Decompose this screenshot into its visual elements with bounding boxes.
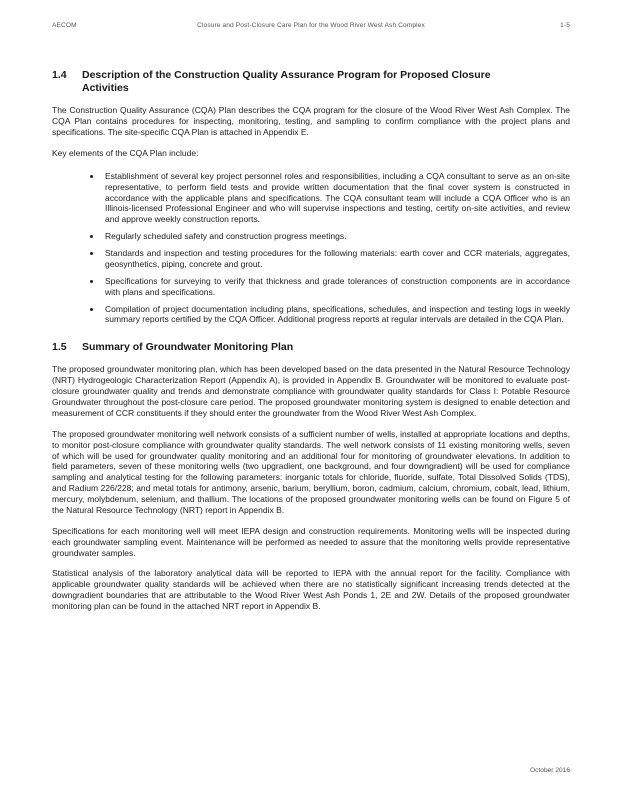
section-1-4 (52, 69, 570, 325)
bullet-list (52, 171, 570, 326)
bullet-item: • Establishment of several key project personnel roles and responsibilities, including a CQA consultant to serve as an on-site representative, to perform field tests and provide written documentation that the final cover system is constructed in accordance with the applicable plans and specifications. The CQA consultant team will include a CQA Officer who is an Illinois-licensed Professional Engineer and who will supervise inspections and testing, certify on-site activities, and review and approve weekly construction reports. (102, 171, 570, 225)
bullet-item: • Compilation of project documentation including plans, specifications, schedules, and inspection and testing logs in weekly summary reports certified by the CQA Officer. Additional progress reports at regular intervals are detailed in the CQA Plan. (102, 304, 570, 326)
paragraph: The proposed groundwater monitoring plan, which has been developed based on the data presented in the Natural Resource Technology (NRT) Hydrogeologic Characterization Report (Appendix A), is provided in Appendix B. Groundwater will be monitored to evaluate post-closure groundwater quality and trends and demonstrate compliance with groundwater quality standards for Class I: Potable Resource Groundwater throughout the post-closure care period. The proposed groundwater monitoring system is designed to enable detection and measurement of CCR constituents if they should enter the groundwater from the Wood River West Ash Complex. (52, 364, 570, 418)
section-number: 1.5 (52, 341, 67, 354)
bullet-item: • Specifications for surveying to verify that thickness and grade tolerances of construction components are in accordance with plans and specifications. (102, 276, 570, 298)
paragraph: Statistical analysis of the laboratory analytical data will be reported to IEPA with the annual report for the facility. Compliance with applicable groundwater quality standards will be achieved when there are no statistically significant increasing trends detected at the downgradient boundaries that are attributable to the Wood River West Ash Ponds 1, 2E and 2W. Details of the proposed groundwater monitoring plan can be found in the attached NRT report in Appendix B. (52, 568, 570, 611)
paragraph: The proposed groundwater monitoring well network consists of a sufficient number of wells, installed at appropriate locations and depths, to monitor post-closure compliance with groundwater quality standards. The well network consists of 11 existing monitoring wells, seven of which will be used for groundwater quality monitoring and an additional four for monitoring of groundwater elevations. In addition to field parameters, seven of these monitoring wells (two upgradient, one background, and four downgradient) will be used for compliance sampling and analytical testing for the following parameters: inorganic totals for chloride, fluoride, sulfate, Total Dissolved Solids (TDS), and Radium 226/228; and metal totals for antimony, arsenic, barium, beryllium, boron, cadmium, calcium, chromium, cobalt, lead, lithium, mercury, molybdenum, selenium, and thallium. The locations of the proposed groundwater monitoring wells can be found on Figure 5 of the Natural Resource Technology (NRT) report in Appendix B. (52, 428, 570, 515)
section-heading (52, 341, 570, 354)
bullet-item: • Regularly scheduled safety and construction progress meetings. (102, 231, 570, 242)
bullet-item: • Standards and inspection and testing procedures for the following materials: earth cover and CCR materials, aggregates, geosynthetics, piping, concrete and grout. (102, 248, 570, 270)
header-company-name: AECOM (52, 22, 77, 29)
section-title: Summary of Groundwater Monitoring Plan (82, 341, 294, 354)
section-1-5 (52, 341, 570, 612)
section-number: 1.4 (52, 69, 67, 81)
paragraph: The Construction Quality Assurance (CQA) Plan describes the CQA program for the closure of the Wood River West Ash Complex. The CQA Plan contains procedures for inspecting, monitoring, testing, and sampling to confirm compliance with the project plans and specifications. The site-specific CQA Plan is attached in Appendix E. (52, 105, 570, 137)
paragraph: Specifications for each monitoring well will meet IEPA design and construction requirements. Monitoring wells will be inspected during each groundwater sampling event. Maintenance will be performed as needed to assure that the monitoring wells provide representative groundwater samples. (52, 525, 570, 558)
page-footer (530, 767, 570, 774)
page-header (52, 22, 570, 29)
section-title: Description of the Construction Quality Assurance Program for Proposed Closure Activities (82, 69, 491, 95)
section-heading (52, 69, 570, 95)
paragraph: Key elements of the CQA Plan include: (52, 147, 199, 158)
footer-date: October 2016 (530, 767, 570, 774)
header-document-title: Closure and Post-Closure Care Plan for the Wood River West Ash Complex (197, 22, 425, 29)
header-page-number: 1-5 (560, 22, 570, 29)
